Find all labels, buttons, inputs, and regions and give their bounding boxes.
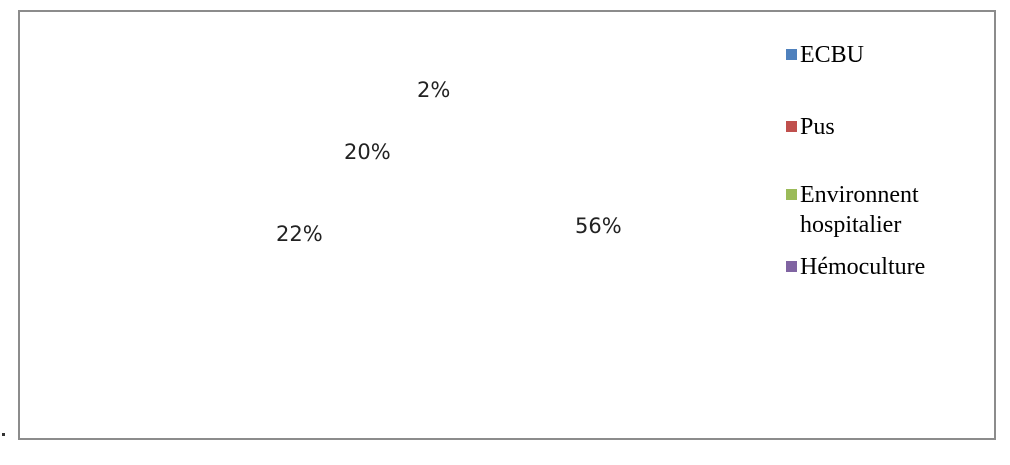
pie-slice-environnent-hospitalier xyxy=(283,41,450,210)
data-label-pus: 22% xyxy=(276,222,323,246)
pie-slice-pus xyxy=(280,178,450,368)
legend-swatch-environnent-hospitalier xyxy=(786,189,797,200)
data-label-hemoculture: 2% xyxy=(417,78,451,102)
legend-swatch-pus xyxy=(786,121,797,132)
data-label-ecbu: 56% xyxy=(575,214,622,238)
pie-slice-hemoculture xyxy=(429,40,450,210)
legend-label-ecbu: ECBU xyxy=(800,42,865,68)
legend-label-environnent-hospitalier: Environnent hospitalier xyxy=(800,182,919,238)
data-label-environnent-hospitalier: 20% xyxy=(344,140,391,164)
legend-swatch-ecbu xyxy=(786,49,797,60)
legend-swatch-hemoculture xyxy=(786,261,797,272)
legend-label-hemoculture: Hémoculture xyxy=(800,254,926,280)
legend-label-pus: Pus xyxy=(800,114,835,140)
